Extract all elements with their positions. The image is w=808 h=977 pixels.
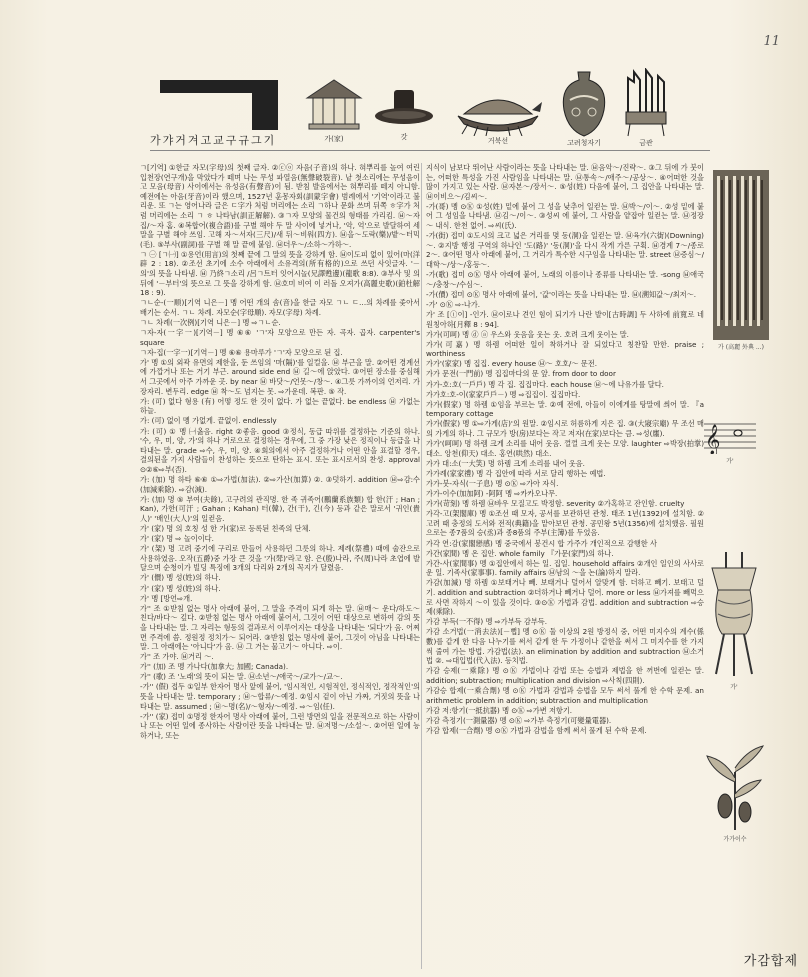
dictionary-entry: ㄱ자-자(一字一)[기역－] 몡 ⑥⑥ 'ㄱ'자 모양으로 만든 자. 곡자. 곱자. carpenter's square	[140, 328, 420, 347]
dictionary-entry: 가' (價) 몡 성(姓)의 하나.	[140, 573, 221, 583]
celadon-vase-icon	[554, 70, 614, 148]
image-caption: 가가이수	[723, 836, 747, 843]
dictionary-entry: 가가-호:호(一戶戶) 몡 각 집. 집집마다. each house ㉥～에 나유가를 달다.	[426, 379, 664, 389]
image-caption: 고려청자기	[567, 139, 601, 147]
dictionary-entry: 가가(假家) 몡 ①⇨가게(店)'의 원말. ②임시로 허름하게 지은 집. ③(大寢宗廟) 무 조선 매의 가게의 하나. 그 규모가 방(房)보다는 작고 저자(在家)보다는 큼. ⇨성(廛).	[426, 419, 704, 439]
svg-text:𝄞: 𝄞	[705, 425, 721, 454]
dictionary-entry: -가(哥) 몡 ⊙Ⓚ ①성(姓) 밑에 붙어 그 성을 낮추어 일컫는 말. ㉥박～/이～. ②성 밑에 붙어 그 성임을 나타냄. ㉥김～/이～. ③성씨 에 붙어, 그 사람을 얕잡아 일컫는 말. ㉥정장～ 내식. 한천 없어. ⇨씨(氏).	[426, 201, 704, 231]
cacao-plant-illustration	[700, 742, 770, 843]
dictionary-entry: 가감 승제(一乘除) 몡 ⊙Ⓚ 가법이나 감법 또는 승법과 제법을 한 꺼번에 일컫는 말. addition; subtraction; multiplication and division ⇨사칙(四則).	[426, 666, 704, 685]
dictionary-entry: 가'' 조 ①받침 없는 명사 아래에 붙어, 그 말을 주격이 되게 하는 말. ㉥매～ 운다/하도～ 친다/바다～ 깊다. ②받침 없는 명사 아래에 붙어서, 그것이 어떤 대상으로 변하여 감의 뜻을 나타내는 말. 그 자리는 형동의 결과로서 이루어지는 대상을 나타내는 '되다'가 옴. 어찌면 주격에 씀. 정원정 정치가～ 되어라. ③받침 없는 명사에 붙어, 그것이 아님을 나타내는 말. 그 아래에는 '아니다'가 옴. ㉥ 그 거는 물고기～ 아니다. ⇨이.	[140, 603, 420, 652]
dictionary-entry: -가'' (假) 접두 ①일부 한자어 명사 앞에 붙어, '임시적인, 시험적인, 정식적인, 정작적인'의 뜻을 나타내는 말. temporary ; ㉥～합류/～예정. ②임시 겉이 아닌 가짜, 거짓의 뜻을 나타내는 말. assumed ; ㉥～명(名)/～형자/～예정. ⇨～임(任).	[140, 682, 420, 711]
dictionary-entry: 가감 소거법(一消去法)[－뻡] 몡 ⊙Ⓚ 둘 이상의 2원 방정식 중, 어떤 미지수의 계수(係數)를 같게 한 다음 나누기를 써서 같게 한 두 가정이나 같한을 써서 그 미지수를 한 가지씩 줄여 가는 방법. 가감법(法). an elimination by addition and subtraction ㉥소거법 ②. ⇨대입법(代入法). 등치법.	[426, 627, 704, 666]
dictionary-entry: 가가-이수(加加阿) -阿阿 몡 ⇨카카오나무.	[426, 489, 558, 499]
dictionary-entry: 가가 대:소(一大笑) 명 하렘 크게 소리를 내어 웃음.	[426, 458, 585, 468]
dictionary-entry: 가' 몡 ①의 외곽 유면의 제한을, 둔 쓰임의 '마(隔)'를 일컬을. ㉥ 부근을 말. ②어떤 경계선에 가깝거나 또는 거기 부근. around side end ㉥ 길～에 앉았다. ③어떤 장소를 중심해서 그곳에서 아주 가까운 곳. by near ㉥ 바닷～/언못～/창～. ④그릇 가까이의 언저리. 가장자리. 변두리. edge ㉥ 착～도 넘지는 못. ⇨가운데. 복판. ⑤ 작.	[140, 357, 420, 396]
dictionary-entry: ㄱㄴ순-(一順)[기역 니은－] 몡 어떤 개의 솜(音)을 한글 자모 ㄱㄴ ㄷ…의 차례를 좇아서 배기는 순서. ㄱㄴ 차례. 자모순(字母順). 자모(字母) 차례.	[140, 298, 420, 317]
column-divider	[421, 163, 422, 969]
crown-icon	[618, 68, 674, 148]
dictionary-entry: ㄱㄴ 차례(一次例)[기역 니은－] 몡 ⇨ㄱㄴ순.	[140, 318, 281, 327]
dictionary-entry: 가가호:호-이(家家戶戶－) 몡 ⇨집집이. 집집마다.	[426, 389, 581, 399]
dictionary-entry: -가'' (家) 접미 ①명정 한자어 명사 아래에 붙어, 그런 방면의 일을 전문적으로 하는 사람이나 또는 어떤 일에 종사하는 사람이란 뜻을 나타내는 말. ㉥저명～/소설～. ②어떤 일에 능하거나, 또는	[140, 711, 420, 740]
dictionary-entry: 가가'(家家) 몡 집집. every house ㉥～ 호호/～ 문전.	[426, 359, 597, 369]
dictionary-entry: -가(歌) 접미 ⊙Ⓚ 명사 아래에 붙어, 노래의 이름이나 종류를 나타내는 말. -song ㉥애국～/충창～/수심～.	[426, 270, 704, 289]
turtle-ship-icon	[452, 80, 544, 146]
dictionary-entry: 가감승 합제(一乘合劑) 몡 ⊙Ⓚ 가법과 감법과 승법을 모두 써서 풀게 한 수학 문제. an arithmetic problem in addition; subtraction and multiplication	[426, 685, 704, 705]
dictionary-entry: 가간-사(家間事) 몡 ①집안에서 하는 일. 집일. household affairs ②개인 일인의 사사로운 일. 기족사(家事事). family affairs ㉥남의 ～을 논(論)하지 말라.	[426, 558, 704, 578]
dictionary-entry: 가' (家) 명 ⇨ 놀이이다.	[140, 534, 214, 544]
dictionary-entry: 가' 몡 [방언⇨개.	[140, 593, 193, 603]
dictionary-entry: 가: (可) ① 몡 ㈠옳음. right ②좋음. good ③정식, 동급 따위를 결정하는 기준의 하나. '수, 우, 미, 양, 가'의 하나 거로으로 결정하는 경우에, 그 중 가장 낮은 정직이나 등급을 나타내는 말. grade ⇨수, 우, 미, 양. ④회의에서 아주 결정하거나 어떤 안을 표결할 경우, 결의된을 가지 사람들이 찬성하는 뜻으로 탄하는 표시. 또는 표시로서의 찬성. approval ⊙②⑥⇨부(否).	[140, 426, 420, 474]
dictionary-entry: 가' (架) 명 고려 중기에 구리로 만들어 사용하던 그릇의 하나. 제례(祭禮) 때에 술잔으로 사용하였음. 오작(五爵)중 가장 큰 것을 '가(斝)'라고 함. 은(殷)나라, 주(周)나라 초엽에 발달으며 순청이가 빌딩 특징에 3개의 다리와 2개의 꼭지가 달렸음.	[140, 544, 420, 573]
dictionary-entry: 가감 측정기(一測量器) 몡 ⊙Ⓚ ⇨가부 측정기(可變量電器).	[426, 715, 612, 725]
page-footer-guideword: 가감합제	[743, 954, 798, 969]
music-note-illustration	[700, 418, 760, 465]
dictionary-entry: 가가례(家家禮) 몡 각 집안에 따라 서로 달리 행하는 예법.	[426, 468, 606, 478]
dictionary-entry: 가각-고(架閣庫) 몡 ①조선 때 모자, 공서를 보관하던 관청. 태조 1년(1392)에 설치함. ②고려 때 충정의 도서와 전적(典籍)을 맡아보던 관청. 공민왕 5년(1356)에 설치했음. 필원으로는 종7품의 승(丞)과 종8품의 주부(主簿)를 두었음.	[426, 509, 704, 538]
page-number: 11	[763, 34, 780, 49]
dictionary-entry: 가감 합제(一合劑) 몡 ⊙Ⓚ 가법과 감법을 함께 써서 풀게 된 수학 문제.	[426, 725, 647, 735]
bronze-vessel-illustration	[702, 550, 766, 691]
dictionary-entry: 가' 조 [ⓘ이] -인가. ㉥이로나 견인 힘이 되기가 나란 발이[古時調] 두 사하에 前寬로 네 원칭아하[月釋 8 : 94].	[426, 309, 704, 329]
dictionary-entry: 가가(可呵) 몡 ⓓ ⓐ 우스와 웃음을 웃는 웃. 호려 크게 웃이는 말.	[426, 329, 629, 339]
dictionary-entry: 가' (家) 명 의 호칭 성 한 가(家)로 등록된 친족의 단체.	[140, 523, 311, 533]
dictionary-entry: 가'' (歌) 조 '노래'의 뜻이 되는 말. ㉥소년～/애국～/교가～/교～.	[140, 672, 343, 682]
dictionary-entry: 가가(假家) 명 하렘 ①임을 부르는 말. ②예 전에, 아들이 이에게를 탕말에 씌어 말. 『a temporary cottage	[426, 399, 704, 419]
image-caption: 갓	[400, 133, 408, 141]
dictionary-entry: -가' ⊙Ⓚ ⇨-나가.	[426, 299, 481, 309]
dictionary-entry: ㄱ자-집(一字一)[기역－] 몡 ⑥⑥ 용마루가 'ㄱ'자 모양으로 된 집.	[140, 347, 343, 357]
dictionary-entry: 가가(可嘉) 몡 하렘 어떠한 일이 착하거나 잘 되었다고 칭찬할 만한. praise ; worthiness	[426, 339, 704, 359]
dictionary-entry: 가가-붓-자식(一子息) 몡 ⊙Ⓚ ⇨가아 자식.	[426, 479, 559, 488]
dictionary-entry: 가' (家) 몡 성(姓)의 하나.	[140, 583, 221, 593]
big-giyeok-letter	[160, 80, 280, 132]
left-column	[140, 163, 420, 971]
dictionary-entry: 가: (加) 명 ⑤ 부여(夫餘), 고구려의 관직명. 한 족 귀족어(鵬蘭系族類) 합 한(汗 ; Han ; Kan), 가한(可汗 ; Gahan ; Kahan) 터(韓), 간(干), 긴(今) 등과 같은 말로서 '귀인(貴人)' '배인(大人)'의 일컫음.	[140, 494, 420, 523]
dictionary-entry: 가: (可) 없이 몡 가없게. 끝없이. endlessly	[140, 416, 277, 426]
image-caption: 가 (高麗 外典 ...)	[718, 344, 764, 351]
dictionary-entry: 가: (加) 명 하타 ⑥⑥ ①⇨가법(加法). ②⇨가산(加算) ②. ③덧하기. addition ㉥⇨감:수(加減乘除). ⇨감(減).	[140, 475, 420, 494]
dictionary-entry: 가'' (加) 조 몡 가나다(加拿大; 加國; Canada).	[140, 662, 289, 672]
header-divider	[150, 150, 710, 151]
image-caption: 가(家)	[324, 135, 344, 143]
dictionary-entry: ㄱ ㊀ [ㄱ㈠] ①용언(用言)의 첫째 끝에 그 말의 뜻을 강하게 함. ㉥이도피 없이 있어(마(洋辟 2 : 18). ②조선 초기에 소수 아래에서 소유격의(所有格的)으로 쓰던 사잇글자. '－의'의 뜻을 나타냄. ㉥ 乃終ㄱ소리 /呂ㄱ트터 잇어시놀(兄譯甦邊)(龍歌 8:8). ③부사 및 의 뒤에 '－부터'의 뜻으로 그 뜻을 강하게 함. ㉥호미 비여 이 러돌 오져가(高麗史歌)(鉑杜解 18 : 9).	[140, 249, 420, 298]
syllable-series: 가갸거겨고교구규그기	[150, 134, 277, 147]
dictionary-entry: 가가(苛刻) 몡 하렘 ㉥바우 모질고도 박정함. severity ②가혹하고 잔인함. cruelty	[426, 499, 685, 509]
dictionary-entry: 가간(家間) 몡 온 집안. whole family 『가문(家門)의 하나.	[426, 548, 614, 558]
right-column	[426, 163, 704, 971]
dictionary-entry: 지식이 남보다 뛰어난 사람이라는 뜻을 나타내는 말. ㉥음악～/진략～. ③그 뒤에 가 붓이는, 어떠한 특성을 가진 사람임을 나타내는 말. ㉥통속～/애주～/공상～. ④어떠한 것을 많이 가지고 있는 사람. ㉥자본～/장서～. ⑤성(姓) 다음에 붙어, 그 집안을 나타내는 말. ㉥이비으～/김씨～.	[426, 163, 704, 201]
dictionary-entry: 가각 연:감(家閣戀感) 몡 중국에서 봉건시 합 가주가 개인적으로 감행한 사	[426, 538, 657, 548]
dictionary-entry: 가가'(呵呵) 명 하렘 크게 소리를 내어 웃음. 껄껄 크게 웃는 모양. laughter ⇨박장(拍掌) 대소. 앙천(仰天) 대소. 홍연(哄然) 대소.	[426, 439, 704, 458]
image-caption: 금관	[639, 139, 653, 147]
dictionary-entry: 가감 부득(一不得) 몡 ⇨가부득 감부득.	[426, 617, 547, 627]
house-icon	[302, 76, 366, 144]
dictionary-entry: ㄱ[기역] ①한글 자모(字母)의 첫째 글자. ②ⓒⓞ 자음(子音)의 하나. 혀뿌리를 높여 여린입천장(연구개)을 막았다가 떼며 나는 무성 파열음(無聲破裂音). 낱 첫소리에는 무성음이고 모음(母音) 사이에서는 유성음(有聲音)이 됨. 받침 발음에서는 혀뿌리를 떼지 아니함. 예전에는 아음(牙音)이라 했으며, 1527년 훈몽자회(訓蒙字會) 범례에서 '기역'이라고 불리운. 또 ㄱ는 영어나라 글은 ㄷ字가 처럼 머리에는 소리 ㄱ하나 문화 쓰며 뒤쪽 ㅎ字가 처럼 머리에는 소리 ㄱ ㅎ 나타남(訓正解解). ③ㄱ자 모양의 물건의 형태를 가리킴. ㉥～자 집/～자 홈. ④복합어(複合語)를 구별 해야 두 말 사이에 넣거나, '악, 억'으로 발달하여 세 말을 구별 해야 쓰임. 고해 자～서자(三尺)/새 뒤～비워(四方). ㉥을～도락(樂)/밭～터믹(毛). ⑤부사(副詞)를 구별 해 말 끝에 붙임. ㉥더우～/소하～가하～.	[140, 163, 420, 249]
image-caption: 가'	[726, 458, 734, 465]
dictionary-entry: 가감(加減) 명 하렘 ①보태거나 빼. 보태거나 덜어서 알맞게 함. 더하고 빼기. 보태고 덜기. addition and subtraction ②더하거나 빼거나 덜어. more or less ㉥가져를 빼먹으로 사면 작하지 ～이 있을 것이다. ③⊙Ⓚ 가법과 감법. addition and subtraction ⇨승제(乘除).	[426, 578, 704, 617]
dictionary-entry: 가감 저:항기(一抵抗器) 몡 ⊙Ⓚ ⇨가변 저항기.	[426, 705, 573, 715]
hat-icon	[372, 84, 436, 142]
dictionary-entry: -가(街) 접미 ①도시의 크고 넓은 거리를 몇 동(洞)을 일컫는 말. ㉥육가(六街)(Downing)～. ②지방 행정 구역의 하나인 '도(路)' '동(洞)'을 다시 작게 가른 구획. ㉥경계 7～/종로 2～. ③어떤 명사 아래에 붙어, 그 거리가 특수한 시구임을 나타내는 말. street ㉥증심～/대학～/상～/홍등～.	[426, 231, 704, 269]
dictionary-entry: 가'' 조 가야. ㉥거리 ～.	[140, 652, 214, 662]
dictionary-entry: 가: (可) 없다 형용 (有) 어떻 정도 한 것이 없다. 가 없는 끝없다. be endless ㉥ 가없는 하늘.	[140, 396, 420, 416]
dictionary-entry: -가(價) 접미 ⊙Ⓚ 명사 아래에 붙어, '값'이라는 뜻을 나타내는 말. ㉥(溯知값～/최저～.	[426, 289, 697, 299]
image-caption: 가'	[730, 684, 738, 691]
dictionary-entry: 가가 문전(一門前) 몡 집집마다의 문 앞. from door to door	[426, 369, 616, 379]
image-caption: 거북선	[487, 137, 509, 145]
old-book-illustration	[712, 170, 770, 351]
